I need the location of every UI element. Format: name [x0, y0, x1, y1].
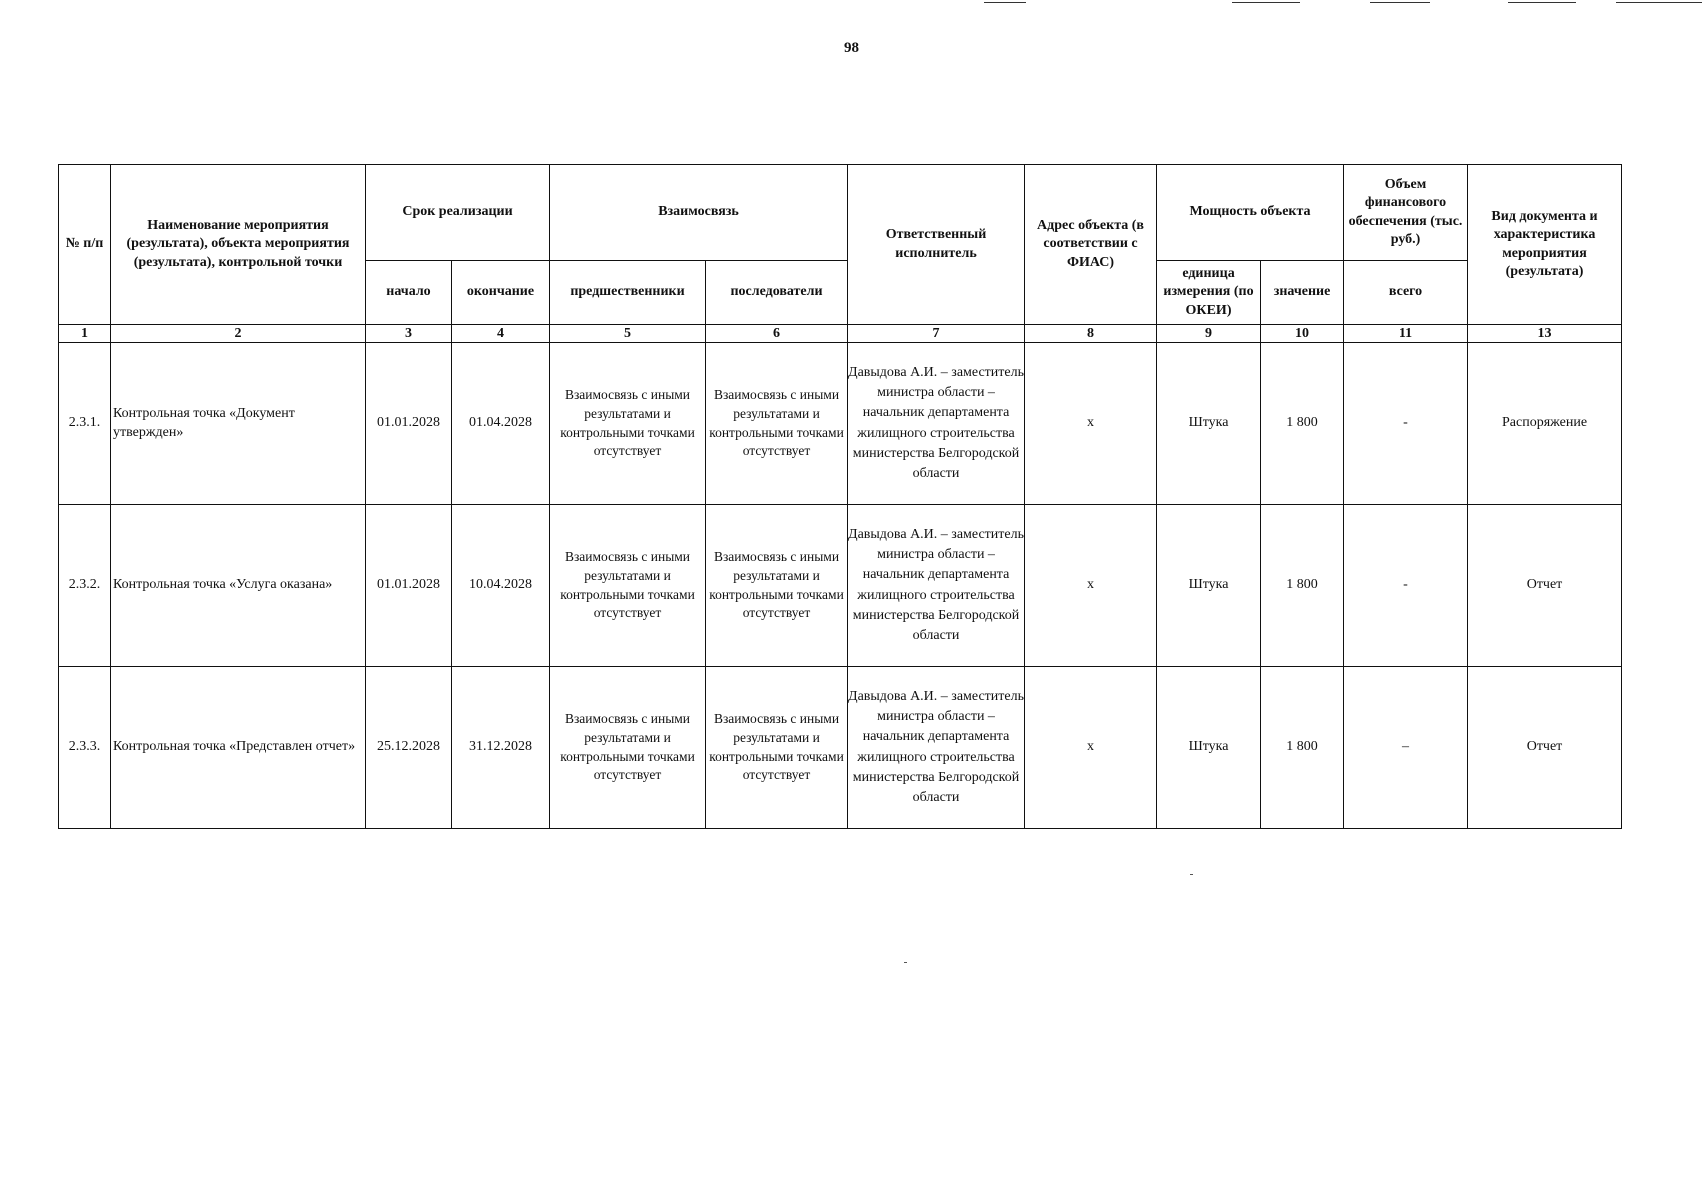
row-value: 1 800 — [1261, 667, 1344, 829]
column-number: 7 — [848, 325, 1025, 343]
row-name: Контрольная точка «Услуга оказана» — [111, 505, 366, 667]
row-end-date: 10.04.2028 — [452, 505, 550, 667]
row-unit: Штука — [1157, 505, 1261, 667]
col-header-period: Срок реализации — [366, 165, 550, 261]
row-successors: Взаимосвязь с иными результатами и контрольными точками отсутствует — [706, 343, 848, 505]
column-number: 10 — [1261, 325, 1344, 343]
col-header-end: окончание — [452, 261, 550, 325]
row-value: 1 800 — [1261, 343, 1344, 505]
scan-artifact — [984, 2, 1026, 3]
scan-speck — [904, 962, 907, 963]
row-number: 2.3.3. — [59, 667, 111, 829]
row-successors: Взаимосвязь с иными результатами и контрольными точками отсутствует — [706, 667, 848, 829]
row-finance: – — [1344, 667, 1468, 829]
column-number: 6 — [706, 325, 848, 343]
row-address: x — [1025, 667, 1157, 829]
col-header-num: № п/п — [59, 165, 111, 325]
col-header-finance-total: всего — [1344, 261, 1468, 325]
row-end-date: 01.04.2028 — [452, 343, 550, 505]
column-number: 11 — [1344, 325, 1468, 343]
row-predecessors: Взаимосвязь с иными результатами и контрольными точками отсутствует — [550, 343, 706, 505]
col-header-start: начало — [366, 261, 452, 325]
row-name: Контрольная точка «Представлен отчет» — [111, 667, 366, 829]
row-responsible: Давыдова А.И. – заместитель министра области – начальник департамента жилищного строительства министерства Белгородской области — [848, 667, 1025, 829]
page-number: 98 — [844, 40, 859, 56]
table-row — [59, 667, 1622, 829]
col-header-address: Адрес объекта (в соответствии с ФИАС) — [1025, 165, 1157, 325]
row-finance: - — [1344, 505, 1468, 667]
scan-artifact — [1370, 2, 1430, 3]
row-address: x — [1025, 343, 1157, 505]
row-unit: Штука — [1157, 667, 1261, 829]
row-address: x — [1025, 505, 1157, 667]
column-number-row — [59, 325, 1622, 343]
column-number: 13 — [1468, 325, 1622, 343]
scan-artifact — [1232, 2, 1300, 3]
row-successors: Взаимосвязь с иными результатами и контрольными точками отсутствует — [706, 505, 848, 667]
scan-speck — [1190, 874, 1193, 875]
column-number: 3 — [366, 325, 452, 343]
table-row — [59, 343, 1622, 505]
row-predecessors: Взаимосвязь с иными результатами и контрольными точками отсутствует — [550, 667, 706, 829]
row-start-date: 01.01.2028 — [366, 343, 452, 505]
col-header-value: значение — [1261, 261, 1344, 325]
row-doc-type: Отчет — [1468, 505, 1622, 667]
column-number: 9 — [1157, 325, 1261, 343]
control-points-table — [58, 164, 1622, 829]
row-start-date: 25.12.2028 — [366, 667, 452, 829]
col-header-finance: Объем финансового обеспечения (тыс. руб.) — [1344, 165, 1468, 261]
row-doc-type: Распоряжение — [1468, 343, 1622, 505]
column-number: 1 — [59, 325, 111, 343]
row-name: Контрольная точка «Документ утвержден» — [111, 343, 366, 505]
col-header-link: Взаимосвязь — [550, 165, 848, 261]
column-number: 8 — [1025, 325, 1157, 343]
header-row-1 — [59, 165, 1622, 261]
row-responsible: Давыдова А.И. – заместитель министра области – начальник департамента жилищного строительства министерства Белгородской области — [848, 505, 1025, 667]
row-end-date: 31.12.2028 — [452, 667, 550, 829]
row-finance: - — [1344, 343, 1468, 505]
row-predecessors: Взаимосвязь с иными результатами и контрольными точками отсутствует — [550, 505, 706, 667]
column-number: 4 — [452, 325, 550, 343]
row-doc-type: Отчет — [1468, 667, 1622, 829]
col-header-prev: предшественники — [550, 261, 706, 325]
col-header-responsible: Ответственный исполнитель — [848, 165, 1025, 325]
column-number: 5 — [550, 325, 706, 343]
row-responsible: Давыдова А.И. – заместитель министра области – начальник департамента жилищного строительства министерства Белгородской области — [848, 343, 1025, 505]
row-value: 1 800 — [1261, 505, 1344, 667]
table-row — [59, 505, 1622, 667]
col-header-name: Наименование мероприятия (результата), объекта мероприятия (результата), контрольной точки — [111, 165, 366, 325]
row-number: 2.3.2. — [59, 505, 111, 667]
scan-artifact — [1616, 2, 1702, 3]
col-header-unit: единица измерения (по ОКЕИ) — [1157, 261, 1261, 325]
row-start-date: 01.01.2028 — [366, 505, 452, 667]
row-number: 2.3.1. — [59, 343, 111, 505]
scan-artifact — [1508, 2, 1576, 3]
col-header-capacity: Мощность объекта — [1157, 165, 1344, 261]
column-number: 2 — [111, 325, 366, 343]
col-header-next: последователи — [706, 261, 848, 325]
row-unit: Штука — [1157, 343, 1261, 505]
col-header-doc: Вид документа и характеристика мероприятия (результата) — [1468, 165, 1622, 325]
